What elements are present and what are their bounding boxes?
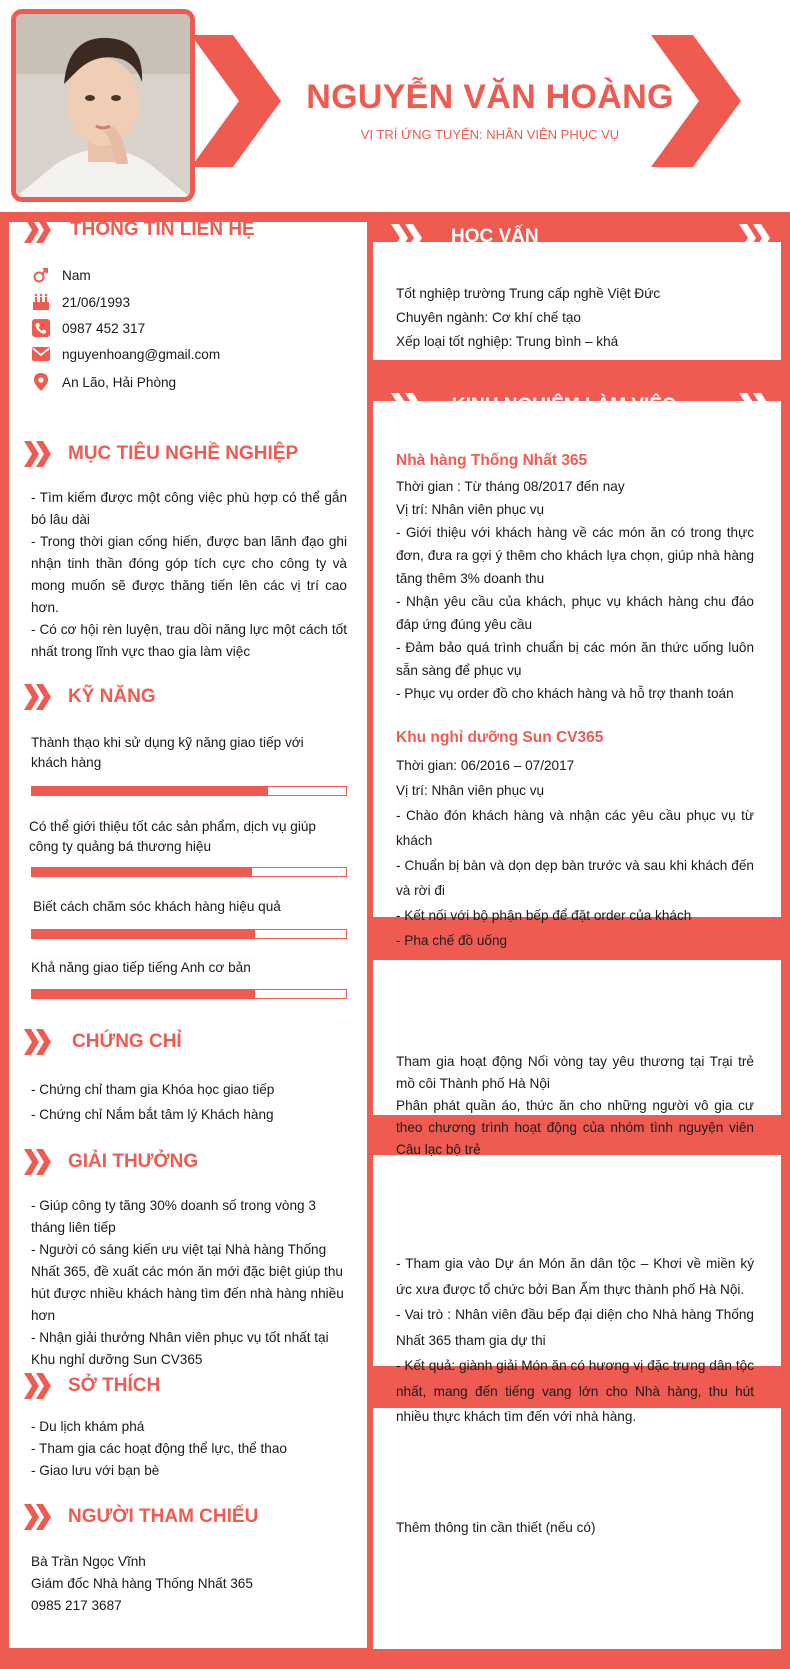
double-chevron-icon	[24, 217, 54, 243]
skills-heading	[24, 682, 156, 712]
project-line: - Vai trò : Nhân viên đầu bếp đại diện cho Nhà hàng Thống Nhất 365 tham gia dự thi	[396, 1307, 754, 1348]
job-role: Vị trí: Nhân viên phục vụ	[396, 502, 545, 517]
contact-phone: 0987 452 317	[62, 320, 146, 336]
hobbies-text	[31, 1416, 347, 1482]
job-duty: - Nhận yêu cầu của khách, phục vụ khách hàng chu đáo đáp ứng đúng yêu cầu	[396, 594, 754, 632]
objective-title: MỤC TIÊU NGHỀ NGHIỆP	[68, 443, 299, 464]
projects-text	[396, 1251, 754, 1430]
skill-fill	[32, 990, 255, 998]
contact-email: nguyenhoang@gmail.com	[62, 346, 221, 362]
double-chevron-icon	[391, 393, 427, 421]
education-line: Xếp loại tốt nghiệp: Trung bình – khá	[396, 334, 619, 349]
objective-line: - Tìm kiếm được một công việc phù hợp có thể gắn bó lâu dài	[31, 490, 347, 527]
additional-text: Thêm thông tin cần thiết (nếu có)	[396, 1520, 596, 1535]
experience-heading	[373, 387, 781, 425]
contact-title: THÔNG TIN LIÊN HỆ	[70, 219, 255, 240]
phone-icon	[32, 319, 50, 337]
certificates-text	[31, 1077, 347, 1127]
job-duty: - Giới thiệu với khách hàng về các món ăn có trong thực đơn, đưa ra gợi ý thêm cho khách lựa chọn, giúp nhà hàng tăng thêm 3% doanh thu	[396, 525, 754, 586]
objective-line: - Có cơ hội rèn luyện, trau dồi năng lực một cách tốt nhất trong lĩnh vực thao gia làm việc	[31, 622, 347, 659]
additional-heading	[373, 1460, 781, 1498]
double-chevron-icon	[24, 684, 54, 710]
projects-title: DỰ ÁN THAM GIA	[435, 1198, 597, 1219]
skills-title: KỸ NĂNG	[68, 686, 156, 707]
skill-fill	[32, 868, 252, 876]
references-heading	[24, 1502, 258, 1532]
gender-icon	[32, 266, 50, 284]
applied-position: VỊ TRÍ ỨNG TUYỂN: NHÂN VIÊN PHỤC VỤ	[360, 127, 620, 142]
birthday-cake-icon	[32, 293, 50, 311]
skill-label: Biết cách chăm sóc khách hàng hiệu quả	[33, 899, 281, 914]
email-icon	[32, 345, 50, 363]
skill-label: Khả năng giao tiếp tiếng Anh cơ bản	[31, 960, 251, 975]
additional-title: THÔNG TIN THÊM	[435, 1468, 599, 1489]
skill-label: Thành thạo khi sử dụng kỹ năng giao tiếp với khách hàng	[31, 735, 304, 770]
activity-line: Tham gia hoạt động Nối vòng tay yêu thương tại Trại trẻ mồ côi Thành phố Hà Nội	[396, 1054, 754, 1091]
chevron-right-decor-icon	[651, 35, 741, 167]
certificates-title: CHỨNG CHỈ	[72, 1031, 182, 1052]
job-details	[396, 753, 754, 953]
double-chevron-icon	[24, 1029, 54, 1055]
experience-title: KINH NGHIỆM LÀM VIỆC	[452, 395, 676, 416]
skill-fill	[32, 787, 268, 795]
cv-header	[0, 0, 790, 212]
contact-birthday: 21/06/1993	[62, 294, 131, 310]
hobby-line: - Tham gia các hoạt động thể lực, thể thao	[31, 1441, 287, 1456]
activity-line: Phân phát quần áo, thức ăn cho những người vô gia cư theo chương trình hoạt động của nhóm tình nguyện viên Câu lạc bộ trẻ	[396, 1098, 754, 1157]
award-line: - Nhận giải thưởng Nhân viên phục vụ tốt nhất tại Khu nghỉ dưỡng Sun CV365	[31, 1330, 329, 1367]
project-line: - Kết quả: giành giải Món ăn có hương vị đặc trưng dân tộc nhất, mang đến tiếng vang lớn cho Nhà hàng, thu hút nhiều thực khách tìm đến với nhà hàng.	[396, 1358, 754, 1424]
skill-bar	[31, 867, 347, 877]
job-duty: - Đảm bảo quá trình chuẩn bị các món ăn thức uống luôn sẵn sàng để phục vụ	[396, 640, 754, 678]
certificates-heading	[24, 1027, 182, 1057]
job-company: Nhà hàng Thống Nhất 365	[396, 452, 588, 469]
education-line: Chuyên ngành: Cơ khí chế tạo	[396, 310, 581, 325]
award-line: - Giúp công ty tăng 30% doanh số trong vòng 3 tháng liên tiếp	[31, 1198, 316, 1235]
avatar-portrait-icon	[16, 14, 190, 197]
job-role: Vị trí: Nhân viên phục vụ	[396, 783, 545, 798]
hobbies-heading	[24, 1371, 160, 1401]
contact-birthday-row	[32, 291, 130, 313]
job-duty: - Pha chế đồ uống	[396, 933, 508, 948]
references-title: NGƯỜI THAM CHIẾU	[68, 1506, 259, 1527]
projects-heading	[373, 1190, 781, 1228]
double-chevron-icon	[391, 991, 427, 1019]
contact-address: An Lão, Hải Phòng	[62, 374, 177, 390]
project-line: - Tham gia vào Dự án Món ăn dân tộc – Khơi về miền ký ức xưa được tổ chức bởi Ban Ẩm thực thành phố Hà Nội.	[396, 1256, 754, 1297]
double-chevron-icon	[391, 1196, 427, 1224]
reference-line: 0985 217 3687	[31, 1598, 122, 1613]
skill-bar	[31, 786, 347, 796]
double-chevron-icon	[391, 1466, 427, 1494]
job-company: Khu nghỉ dưỡng Sun CV365	[396, 729, 604, 746]
location-pin-icon	[32, 373, 50, 391]
contact-gender-row	[32, 264, 91, 286]
double-chevron-icon	[24, 1373, 54, 1399]
education-line: Tốt nghiệp trường Trung cấp nghề Việt Đức	[396, 286, 661, 301]
skill-bar	[31, 989, 347, 999]
skill-label: Có thể giới thiệu tốt các sản phẩm, dịch vụ giúp công ty quảng bá thương hiệu	[29, 819, 316, 854]
activities-text	[396, 1051, 754, 1161]
contact-address-row	[32, 371, 176, 393]
double-chevron-icon	[24, 441, 54, 467]
double-chevron-icon	[391, 224, 427, 252]
double-chevron-icon	[739, 393, 775, 421]
job-duty: - Chuẩn bị bàn và dọn dẹp bàn trước và sau khi khách đến và rời đi	[396, 858, 754, 898]
objective-text	[31, 487, 347, 663]
double-chevron-icon	[739, 224, 775, 252]
candidate-name: NGUYỄN VĂN HOÀNG	[306, 78, 674, 116]
avatar	[11, 9, 195, 202]
job-time: Thời gian: 06/2016 – 07/2017	[396, 758, 575, 773]
skill-bar	[31, 929, 347, 939]
job-duty: - Kết nối với bộ phận bếp để đặt order của khách	[396, 908, 692, 923]
award-line: - Người có sáng kiến ưu việt tại Nhà hàng Thống Nhất 365, đề xuất các món ăn mới đặc biệt giúp thu hút được nhiều khách hàng tìm đến nhà hàng nhiều hơn	[31, 1242, 344, 1323]
education-title: HỌC VẤN	[451, 226, 539, 247]
contact-gender: Nam	[62, 267, 91, 283]
activities-title: HOẠT ĐỘNG	[451, 993, 568, 1014]
education-heading	[373, 218, 781, 256]
hobby-line: - Giao lưu với bạn bè	[31, 1463, 160, 1478]
awards-title: GIẢI THƯỞNG	[68, 1151, 199, 1172]
objective-line: - Trong thời gian cống hiến, được ban lãnh đạo ghi nhận tinh thần đóng góp tích cực cho công ty và mong muốn sẽ được thăng tiến lên các vị trí cao hơn.	[31, 534, 347, 615]
certificate-line: - Chứng chỉ tham gia Khóa học giao tiếp	[31, 1082, 275, 1097]
activities-heading	[373, 985, 781, 1023]
hobbies-title: SỞ THÍCH	[68, 1375, 161, 1396]
education-text	[396, 282, 754, 354]
contact-heading	[24, 215, 255, 245]
double-chevron-icon	[24, 1504, 54, 1530]
job-duty: - Phục vụ order đồ cho khách hàng và hỗ trợ thanh toán	[396, 686, 734, 701]
job-details	[396, 475, 754, 705]
double-chevron-icon	[739, 1196, 775, 1224]
double-chevron-icon	[739, 1466, 775, 1494]
certificate-line: - Chứng chỉ Nắm bắt tâm lý Khách hàng	[31, 1107, 274, 1122]
references-text	[31, 1551, 347, 1617]
skill-fill	[32, 930, 255, 938]
reference-line: Bà Trần Ngọc Vĩnh	[31, 1554, 146, 1569]
hobby-line: - Du lịch khám phá	[31, 1419, 145, 1434]
double-chevron-icon	[739, 991, 775, 1019]
job-time: Thời gian : Từ tháng 08/2017 đến nay	[396, 479, 625, 494]
double-chevron-icon	[24, 1149, 54, 1175]
contact-phone-row	[32, 317, 145, 339]
awards-heading	[24, 1147, 198, 1177]
contact-email-row	[32, 343, 220, 365]
awards-text	[31, 1195, 347, 1371]
job-duty: - Chào đón khách hàng và nhận các yêu cầu phục vụ từ khách	[396, 808, 754, 848]
objective-heading	[24, 439, 298, 469]
reference-line: Giám đốc Nhà hàng Thống Nhất 365	[31, 1576, 253, 1591]
